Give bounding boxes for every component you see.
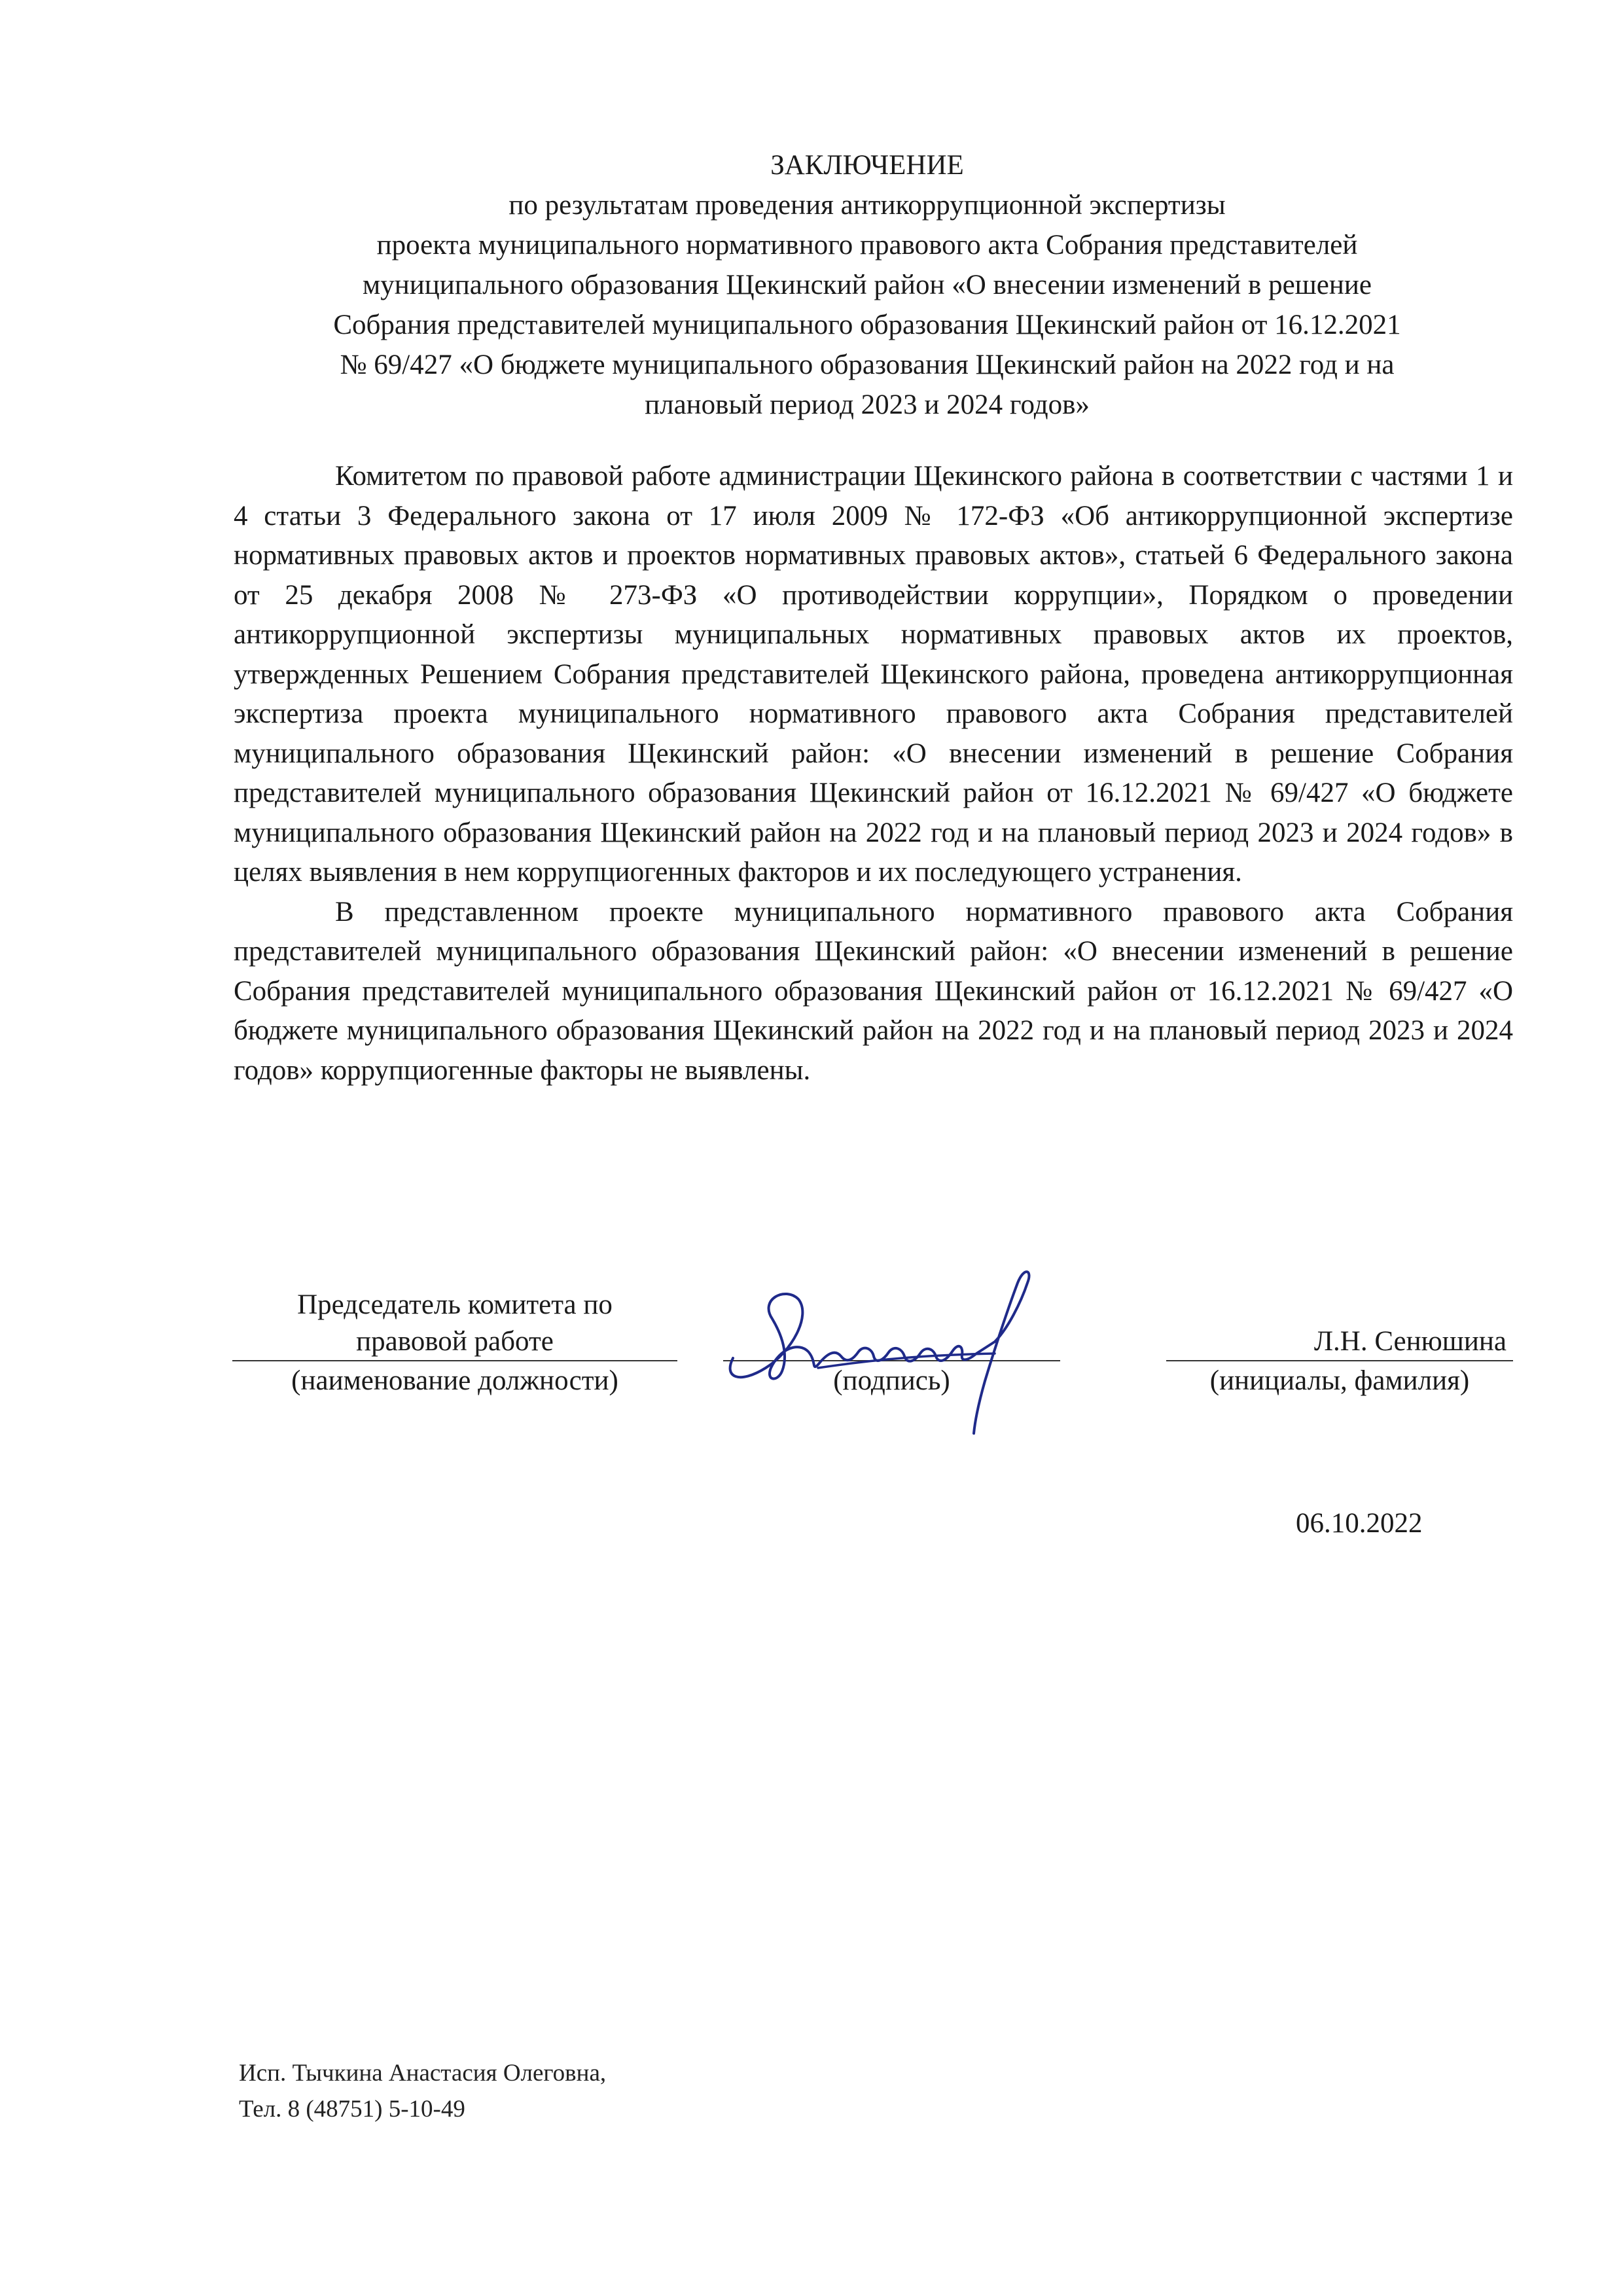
name-caption: (инициалы, фамилия) — [1209, 1365, 1470, 1396]
document-date: 06.10.2022 — [1296, 1508, 1423, 1539]
signature-stroke — [730, 1272, 1029, 1433]
body-paragraph: В представленном проекте муниципального нормативного правового акта Собрания представителей муниципального образования Щекинский район: «О внесении изменений в решение Собрания представителей муниципального образования Щекинский район от 16.12.2021 № 69/427 «О бюджете муниципального образования Щекинский район на 2022 год и на плановый период 2023 и 2024 годов» коррупциогенные факторы не выявлены. — [234, 896, 1513, 1086]
signatory-position-block — [232, 1287, 677, 1399]
position-line-1: Председатель комитета по — [297, 1289, 613, 1320]
header-line: плановый период 2023 и 2024 годов» — [645, 389, 1090, 420]
document-header — [216, 145, 1518, 425]
header-line: по результатам проведения антикоррупционной экспертизы — [508, 190, 1226, 221]
document-title: ЗАКЛЮЧЕНИЕ — [770, 150, 964, 181]
executor-info — [239, 2055, 606, 2127]
signatory-name-block — [1166, 1323, 1513, 1399]
position-line-2: правовой работе — [232, 1323, 677, 1361]
header-line: муниципального образования Щекинский район «О внесении изменений в решение — [363, 270, 1372, 300]
header-line: № 69/427 «О бюджете муниципального образования Щекинский район на 2022 год и на — [340, 350, 1395, 380]
executor-name: Исп. Тычкина Анастасия Олеговна, — [239, 2060, 607, 2087]
signature-caption: (подпись) — [833, 1365, 950, 1396]
executor-phone: Тел. 8 (48751) 5-10-49 — [239, 2096, 465, 2123]
signatory-name: Л.Н. Сенюшина — [1166, 1323, 1513, 1361]
handwritten-signature — [720, 1244, 1060, 1440]
header-line: Собрания представителей муниципального образования Щекинский район от 16.12.2021 — [333, 310, 1401, 340]
body-paragraph: Комитетом по правовой работе администрации Щекинского района в соответствии с частями 1 и 4 статьи 3 Федерального закона от 17 июля 2009 № 172-ФЗ «Об антикоррупционной экспертизе нормативных правовых актов и проектов нормативных правовых актов», статьей 6 Федерального закона от 25 декабря 2008 № 273-ФЗ «О противодействии коррупции», Порядком о проведении антикоррупционной экспертизы муниципальных нормативных правовых актов их проектов, утвержденных Решением Собрания представителей Щекинского района, проведена антикоррупционная экспертиза проекта муниципального нормативного правового акта Собрания представителей муниципального образования Щекинский район: «О внесении изменений в решение Собрания представителей муниципального образования Щекинский район от 16.12.2021 № 69/427 «О бюджете муниципального образования Щекинский район на 2022 год и на плановый период 2023 и 2024 годов» в целях выявления в нем коррупциогенных факторов и их последующего устранения. — [234, 461, 1513, 888]
header-line: проекта муниципального нормативного правового акта Собрания представителей — [376, 230, 1358, 260]
position-caption: (наименование должности) — [291, 1365, 618, 1396]
document-body — [234, 457, 1513, 1090]
